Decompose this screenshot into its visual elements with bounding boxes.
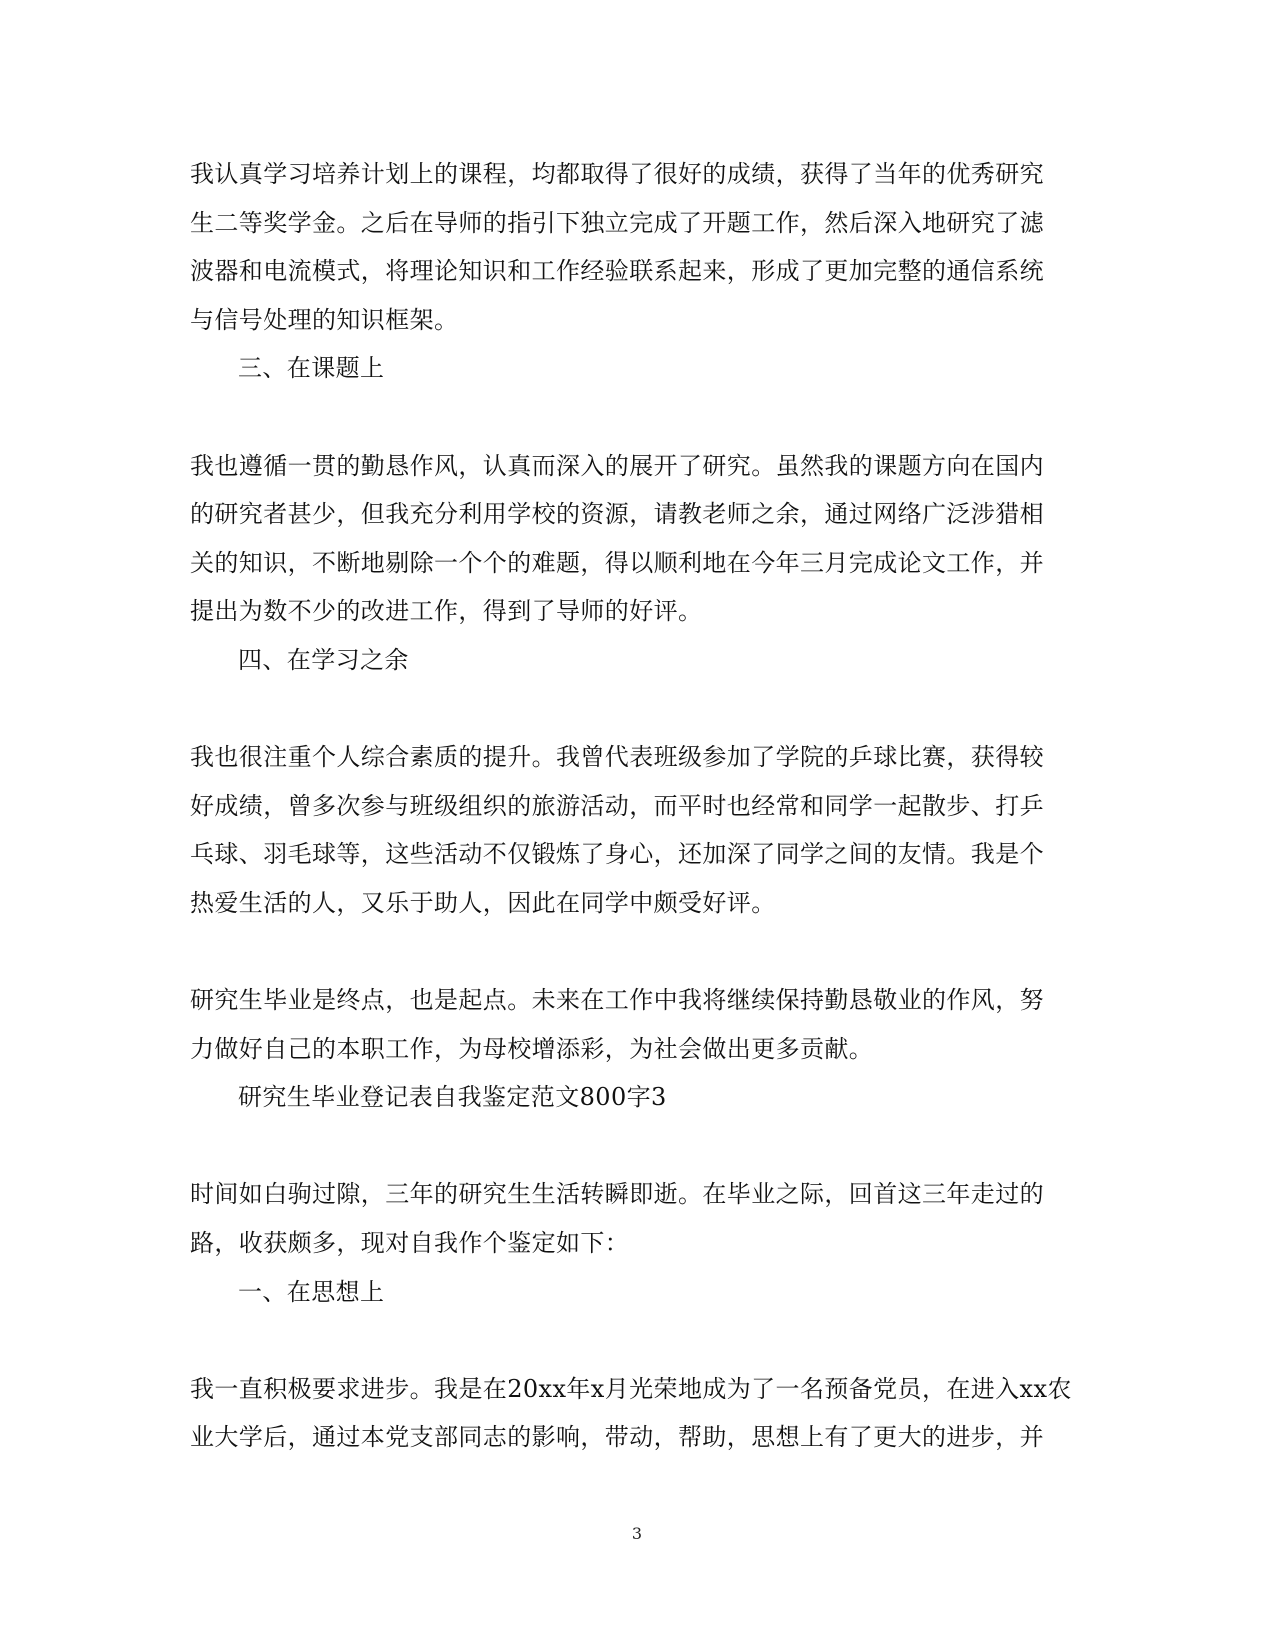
- text-line: 业大学后，通过本党支部同志的影响，带动，帮助，思想上有了更大的进步，并: [190, 1423, 1044, 1452]
- paragraph-spacer: [190, 685, 1090, 734]
- text-line: 生二等奖学金。之后在导师的指引下独立完成了开题工作，然后深入地研究了滤: [190, 208, 1044, 237]
- paragraph-coursework: [190, 150, 1090, 344]
- paragraph-personal-quality: [190, 733, 1090, 927]
- text-line: 时间如白驹过隙，三年的研究生生活转瞬即逝。在毕业之际，回首这三年走过的: [190, 1180, 1044, 1209]
- page-number: 3: [631, 1524, 643, 1543]
- text-line: 热爱生活的人，又乐于助人，因此在同学中颇受好评。: [190, 888, 776, 917]
- text-line: 与信号处理的知识框架。: [190, 305, 459, 334]
- text-line: 力做好自己的本职工作，为母校增添彩，为社会做出更多贡献。: [190, 1034, 874, 1063]
- text-line: 研究生毕业是终点，也是起点。未来在工作中我将继续保持勤恳敬业的作风，努: [190, 986, 1044, 1015]
- paragraph-ideology: [190, 1365, 1090, 1462]
- section-heading-research-topic: 三、在课题上: [238, 354, 385, 383]
- text-line: 路，收获颇多，现对自我作个鉴定如下：: [190, 1229, 630, 1258]
- text-line: 波器和电流模式，将理论知识和工作经验联系起来，形成了更加完整的通信系统: [190, 257, 1044, 286]
- text-line: 关的知识，不断地剔除一个个的难题，得以顺利地在今年三月完成论文工作，并: [190, 548, 1044, 577]
- text-line: 好成绩，曾多次参与班级组织的旅游活动，而平时也经常和同学一起散步、打乒: [190, 791, 1044, 820]
- text-line: 我一直积极要求进步。我是在20xx年x月光荣地成为了一名预备党员，在进入xx农: [190, 1374, 1072, 1403]
- section-heading-extracurricular: 四、在学习之余: [238, 645, 409, 674]
- paragraph-spacer: [190, 1122, 1090, 1171]
- text-line: 的研究者甚少，但我充分利用学校的资源，请教老师之余，通过网络广泛涉猎相: [190, 500, 1044, 529]
- paragraph-conclusion: [190, 976, 1090, 1073]
- text-line: 提出为数不少的改进工作，得到了导师的好评。: [190, 597, 703, 626]
- document-body: [190, 150, 1090, 1462]
- paragraph-spacer: [190, 928, 1090, 977]
- text-line: 我也遵循一贯的勤恳作风，认真而深入的展开了研究。虽然我的课题方向在国内: [190, 451, 1044, 480]
- text-line: 我也很注重个人综合素质的提升。我曾代表班级参加了学院的乒球比赛，获得较: [190, 743, 1044, 772]
- text-line: 我认真学习培养计划上的课程，均都取得了很好的成绩，获得了当年的优秀研究: [190, 160, 1044, 188]
- article-title: 研究生毕业登记表自我鉴定范文800字3: [238, 1083, 667, 1112]
- section-heading-ideology: 一、在思想上: [238, 1277, 385, 1306]
- text-line: 乓球、羽毛球等，这些活动不仅锻炼了身心，还加深了同学之间的友情。我是个: [190, 840, 1044, 869]
- paragraph-spacer: [190, 1316, 1090, 1365]
- paragraph-research: [190, 442, 1090, 636]
- paragraph-intro: [190, 1170, 1090, 1267]
- paragraph-spacer: [190, 393, 1090, 442]
